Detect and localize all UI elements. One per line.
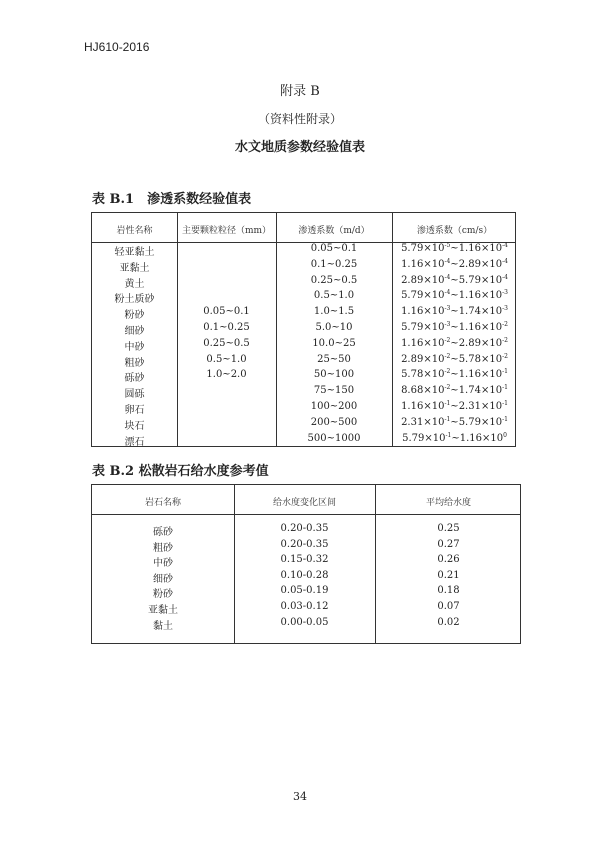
header-rock-name: 岩石名称 bbox=[144, 498, 181, 508]
permeability-cms: $1.16\times 10^{-1}\sim 2.31\times 10^{-1}$ bbox=[401, 400, 508, 412]
mantissa: 2.89 bbox=[401, 353, 424, 365]
mantissa: 5.79 bbox=[401, 322, 424, 333]
exponent: -1 bbox=[444, 400, 451, 407]
lithology-name: 砾砂 bbox=[124, 373, 145, 385]
mantissa: 1.16 bbox=[401, 258, 424, 270]
avg-yield: 0.25 bbox=[437, 523, 460, 534]
lithology-name: 亚黏土 bbox=[119, 262, 150, 274]
permeability-md: 1.0~1.5 bbox=[313, 306, 355, 318]
avg-yield: 0.27 bbox=[437, 538, 460, 550]
permeability-md: 100~200 bbox=[310, 401, 358, 412]
appendix-type: （资料性附录） bbox=[257, 112, 342, 126]
exponent: -4 bbox=[502, 242, 508, 249]
permeability-cms: $1.16\times 10^{-3}\sim 1.74\times 10^{-3}$ bbox=[401, 305, 508, 318]
mantissa: 1.16 bbox=[458, 290, 481, 302]
mantissa: 5.78 bbox=[458, 353, 481, 365]
exponent: -3 bbox=[444, 321, 451, 328]
permeability-cms: $5.79\times 10^{-1}\sim 1.16\times 10^0$ bbox=[402, 431, 507, 444]
permeability-md: 500~1000 bbox=[307, 432, 361, 444]
table-b2-caption: 表 B.2 松散岩石给水度参考值 bbox=[92, 464, 269, 479]
exponent: -3 bbox=[444, 305, 451, 313]
exponent: 0 bbox=[503, 431, 507, 439]
mantissa: 1.74 bbox=[458, 385, 481, 397]
exponent: -2 bbox=[444, 336, 451, 344]
yield-range: 0.20-0.35 bbox=[280, 523, 329, 534]
header-grain-size: 主要颗粒粒径（mm） bbox=[181, 226, 272, 236]
permeability-cms: $5.79\times 10^{-4}\sim 1.16\times 10^{-3}$ bbox=[401, 289, 508, 302]
exponent: -2 bbox=[444, 384, 451, 392]
mantissa: 5.78 bbox=[401, 369, 424, 381]
lithology-name: 圆砾 bbox=[124, 389, 145, 401]
section-title: 水文地质参数经验值表 bbox=[234, 140, 365, 155]
yield-range: 0.10-0.28 bbox=[280, 569, 329, 581]
rock-name: 砾砂 bbox=[153, 527, 173, 538]
rock-name: 粉砂 bbox=[153, 589, 173, 601]
exponent: -3 bbox=[502, 305, 508, 313]
exponent: -1 bbox=[502, 400, 508, 407]
exponent: -3 bbox=[502, 289, 508, 297]
exponent: -2 bbox=[502, 336, 508, 344]
mantissa: 2.89 bbox=[401, 274, 424, 286]
mantissa: 1.16 bbox=[459, 432, 482, 444]
permeability-cms: $5.79\times 10^{-5}\sim 1.16\times 10^{-4}$ bbox=[401, 242, 508, 254]
rock-name: 中砂 bbox=[153, 558, 173, 570]
document-code: HJ610-2016 bbox=[84, 40, 150, 54]
permeability-md: 0.25~0.5 bbox=[310, 274, 358, 286]
table-b1-caption: 表 B.1 渗透系数经验值表 bbox=[92, 192, 252, 207]
permeability-md: 200~500 bbox=[310, 416, 358, 428]
mantissa: 1.16 bbox=[401, 337, 424, 349]
exponent: -1 bbox=[502, 415, 508, 423]
mantissa: 2.31 bbox=[458, 401, 481, 412]
exponent: -1 bbox=[502, 368, 508, 376]
permeability-cms: $1.16\times 10^{-2}\sim 2.89\times 10^{-2}$ bbox=[401, 336, 508, 349]
grain-size: 0.1~0.25 bbox=[203, 322, 250, 333]
permeability-cms: $5.79\times 10^{-3}\sim 1.16\times 10^{-2}$ bbox=[401, 321, 508, 333]
mantissa: 5.79 bbox=[401, 290, 424, 302]
header-avg-yield: 平均给水度 bbox=[425, 498, 471, 508]
permeability-md: 50~100 bbox=[313, 369, 355, 381]
yield-range: 0.05-0.19 bbox=[280, 585, 329, 597]
grain-size: 0.25~0.5 bbox=[203, 337, 250, 349]
page-number: 34 bbox=[293, 790, 307, 803]
avg-yield: 0.02 bbox=[437, 616, 460, 628]
lithology-name: 粉砂 bbox=[124, 310, 145, 322]
permeability-cms: $2.89\times 10^{-4}\sim 5.79\times 10^{-4}$ bbox=[401, 273, 508, 286]
mantissa: 5.79 bbox=[401, 243, 424, 254]
exponent: -2 bbox=[502, 321, 508, 328]
exponent: -2 bbox=[444, 368, 451, 376]
mantissa: 2.89 bbox=[458, 337, 481, 349]
exponent: -1 bbox=[444, 415, 451, 423]
exponent: -2 bbox=[444, 352, 451, 360]
mantissa: 2.89 bbox=[458, 258, 481, 270]
lithology-name: 细砂 bbox=[124, 326, 145, 337]
header-permeability-cms: 渗透系数（cm/s） bbox=[416, 226, 493, 236]
exponent: -4 bbox=[444, 289, 451, 297]
yield-range: 0.00-0.05 bbox=[280, 616, 329, 628]
permeability-md: 0.05~0.1 bbox=[310, 243, 358, 254]
avg-yield: 0.21 bbox=[437, 569, 460, 581]
appendix-title: 附录 B bbox=[280, 84, 320, 99]
grain-size: 0.05~0.1 bbox=[203, 306, 250, 318]
specific-yield-table bbox=[91, 484, 521, 644]
grain-size: 1.0~2.0 bbox=[206, 369, 247, 381]
permeability-md: 75~150 bbox=[313, 385, 355, 397]
mantissa: 1.16 bbox=[401, 306, 424, 318]
exponent: -2 bbox=[502, 352, 508, 360]
rock-name: 粗砂 bbox=[153, 542, 173, 554]
lithology-name: 黄土 bbox=[124, 278, 145, 290]
exponent: -4 bbox=[502, 273, 508, 281]
header-lithology: 岩性名称 bbox=[116, 226, 153, 236]
avg-yield: 0.07 bbox=[437, 601, 460, 612]
mantissa: 5.79 bbox=[458, 416, 481, 428]
mantissa: 1.16 bbox=[458, 243, 481, 254]
lithology-name: 中砂 bbox=[124, 341, 145, 353]
permeability-md: 25~50 bbox=[317, 353, 351, 365]
exponent: -4 bbox=[444, 257, 451, 265]
rock-name: 黏土 bbox=[153, 620, 173, 632]
lithology-name: 卵石 bbox=[124, 405, 145, 416]
mantissa: 1.16 bbox=[458, 322, 481, 333]
permeability-cms: $8.68\times 10^{-2}\sim 1.74\times 10^{-1}$ bbox=[401, 384, 508, 397]
permeability-cms: $2.89\times 10^{-2}\sim 5.78\times 10^{-2}$ bbox=[401, 352, 508, 365]
mantissa: 5.79 bbox=[402, 432, 425, 444]
mantissa: 1.16 bbox=[458, 369, 481, 381]
lithology-name: 粉土质砂 bbox=[114, 294, 155, 306]
mantissa: 1.74 bbox=[458, 306, 481, 318]
rock-name: 细砂 bbox=[153, 573, 173, 585]
exponent: -5 bbox=[444, 242, 451, 249]
yield-range: 0.03-0.12 bbox=[280, 601, 329, 612]
permeability-md: 10.0~25 bbox=[312, 337, 356, 349]
mantissa: 2.31 bbox=[401, 416, 424, 428]
lithology-name: 粗砂 bbox=[124, 357, 145, 369]
yield-range: 0.15-0.32 bbox=[280, 554, 329, 566]
mantissa: 1.16 bbox=[401, 401, 424, 412]
header-yield-range: 给水度变化区间 bbox=[272, 498, 336, 508]
rock-name: 亚黏土 bbox=[148, 605, 178, 616]
permeability-cms: $1.16\times 10^{-4}\sim 2.89\times 10^{-4}$ bbox=[401, 257, 508, 270]
lithology-name: 漂石 bbox=[124, 436, 145, 448]
grain-size: 0.5~1.0 bbox=[206, 353, 247, 365]
avg-yield: 0.26 bbox=[437, 554, 460, 566]
mantissa: 5.79 bbox=[458, 274, 481, 286]
exponent: -4 bbox=[444, 273, 451, 281]
exponent: -4 bbox=[502, 257, 508, 265]
permeability-cms: $5.78\times 10^{-2}\sim 1.16\times 10^{-1}$ bbox=[401, 368, 508, 381]
permeability-cms: $2.31\times 10^{-1}\sim 5.79\times 10^{-1}$ bbox=[401, 415, 508, 428]
lithology-name: 轻亚黏土 bbox=[114, 247, 155, 258]
permeability-md: 0.5~1.0 bbox=[313, 290, 355, 302]
permeability-md: 0.1~0.25 bbox=[310, 258, 358, 270]
yield-range: 0.20-0.35 bbox=[280, 538, 329, 550]
exponent: -1 bbox=[445, 431, 452, 439]
mantissa: 8.68 bbox=[401, 385, 424, 397]
avg-yield: 0.18 bbox=[437, 585, 460, 597]
permeability-table bbox=[91, 212, 516, 447]
header-permeability-md: 渗透系数（m/d） bbox=[298, 226, 370, 236]
lithology-name: 块石 bbox=[124, 420, 145, 432]
exponent: -1 bbox=[502, 384, 508, 392]
permeability-md: 5.0~10 bbox=[315, 322, 353, 333]
